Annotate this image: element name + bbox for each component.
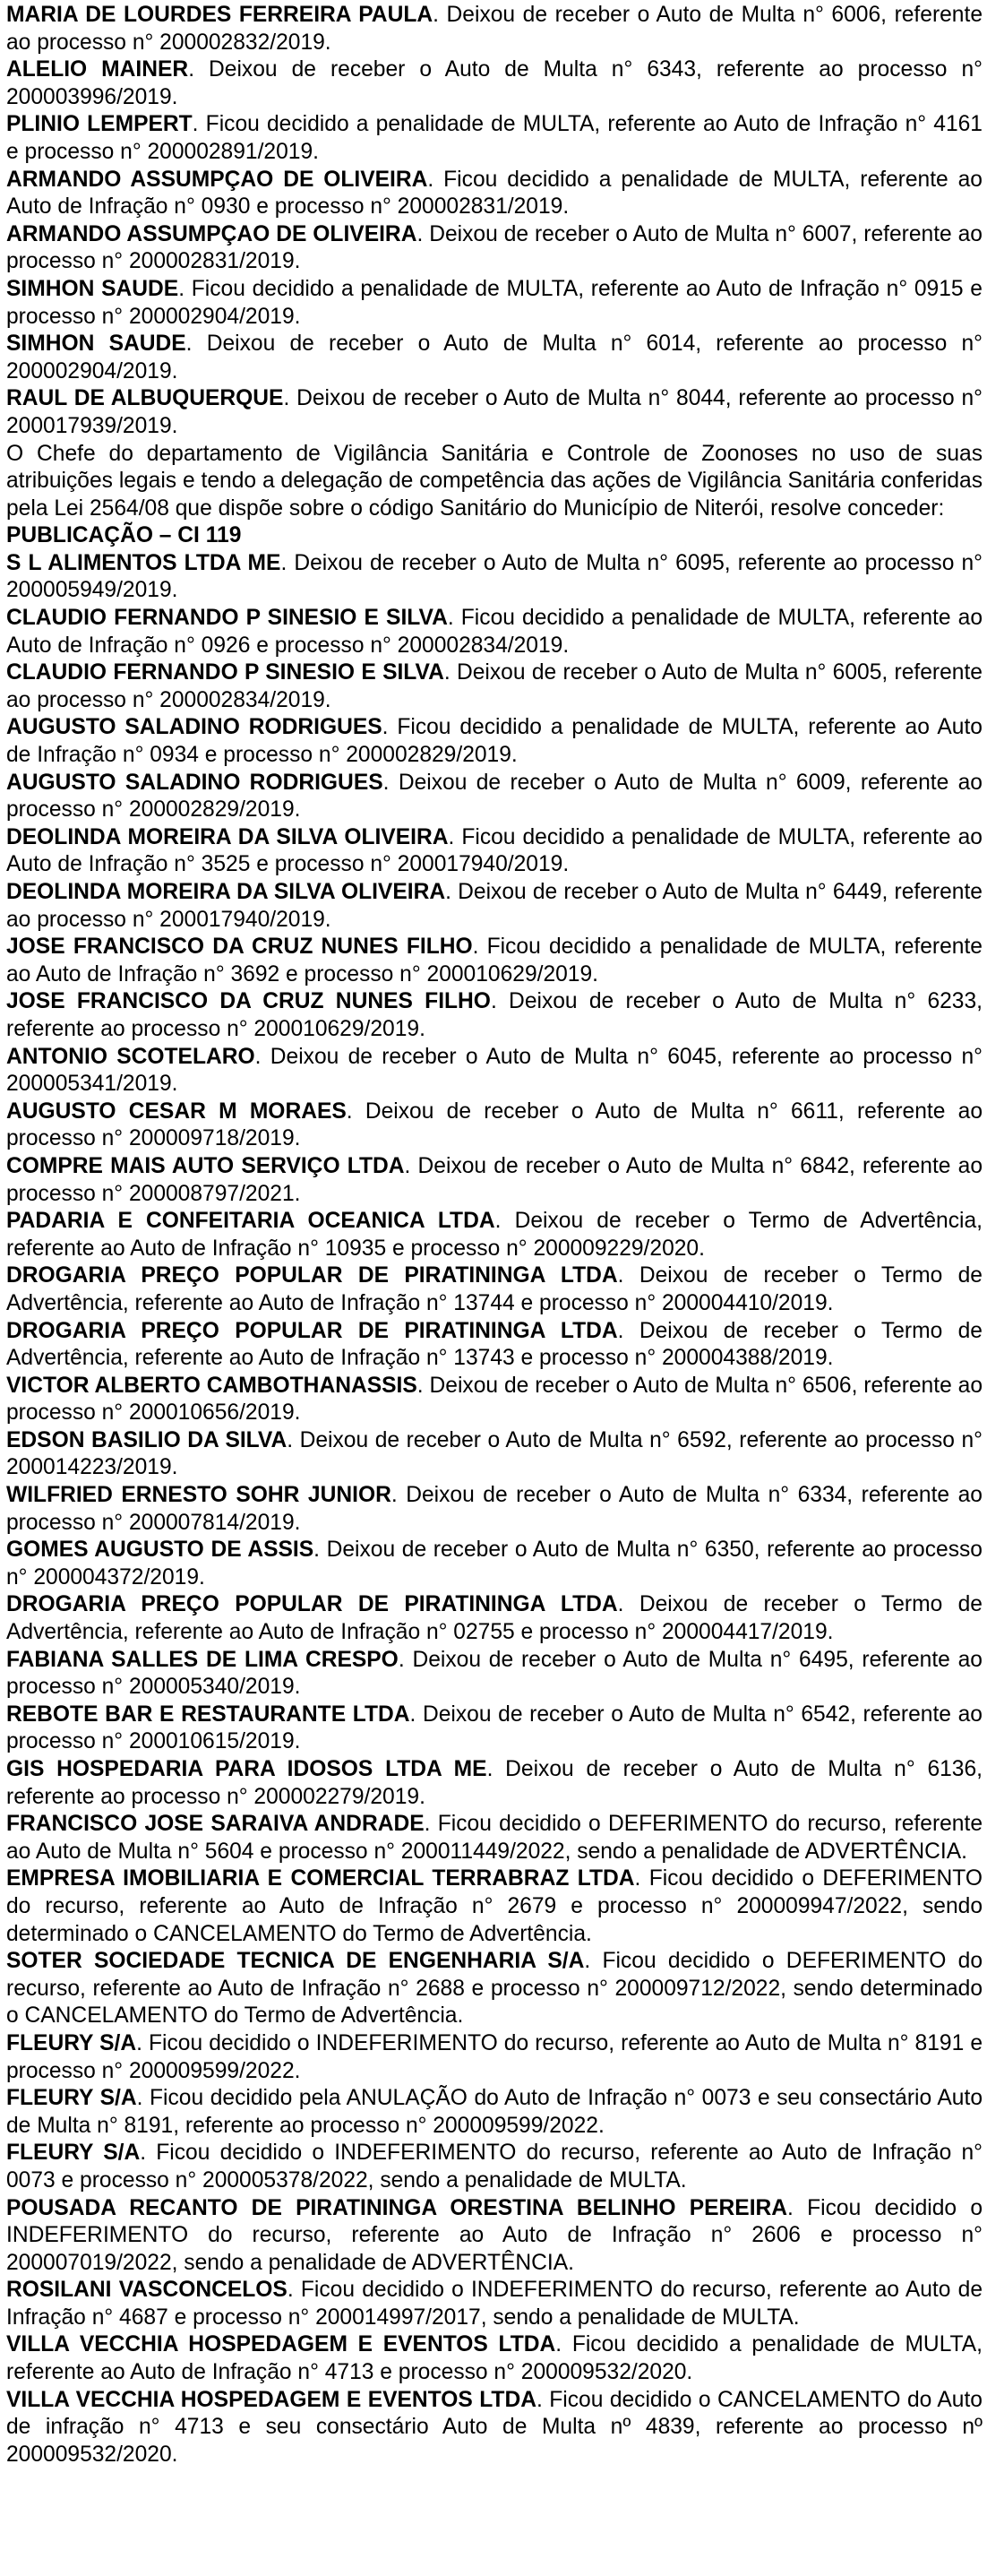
entry-text: . Deixou de receber o Auto de Multa n° 8044, referente ao processo n° 200017939/2019. bbox=[6, 386, 983, 438]
entry-text: . Deixou de receber o Auto de Multa n° 6009, referente ao processo n° 200002829/2019. bbox=[6, 770, 983, 823]
list-item bbox=[6, 1427, 983, 1482]
entry-text: . Deixou de receber o Auto de Multa n° 6007, referente ao processo n° 200002831/2019. bbox=[6, 221, 983, 274]
list-item bbox=[6, 1948, 983, 2030]
entry-name: DEOLINDA MOREIRA DA SILVA OLIVEIRA bbox=[6, 880, 446, 904]
entry-name: CLAUDIO FERNANDO P SINESIO E SILVA bbox=[6, 660, 444, 685]
entry-text: . Deixou de receber o Auto de Multa n° 6542, referente ao processo n° 200010615/2019. bbox=[6, 1702, 983, 1754]
entry-text: . Deixou de receber o Auto de Multa n° 6842, referente ao processo n° 200008797/2021. bbox=[6, 1153, 983, 1206]
list-item bbox=[6, 934, 983, 988]
entry-text: . Ficou decidido pela ANULAÇÃO do Auto de Infração n° 0073 e seu consectário Auto de Multa n° 8191, referente ao processo n° 200009599/2022. bbox=[6, 2086, 983, 2138]
entry-name: REBOTE BAR E RESTAURANTE LTDA bbox=[6, 1702, 410, 1727]
list-item bbox=[6, 2140, 983, 2194]
entry-text: . Deixou de receber o Auto de Multa n° 6343, referente ao processo n° 200003996/2019. bbox=[6, 57, 983, 109]
entry-text: . Ficou decidido o CANCELAMENTO do Auto de infração n° 4713 e seu consectário Auto de Multa nº 4839, referente ao processo nº 200009532/2020. bbox=[6, 2387, 983, 2467]
entry-name: FABIANA SALLES DE LIMA CRESPO bbox=[6, 1647, 399, 1672]
entry-name: FLEURY S/A bbox=[6, 2030, 137, 2055]
list-item bbox=[6, 2387, 983, 2469]
entry-text: . Deixou de receber o Auto de Multa n° 6611, referente ao processo n° 200009718/2019. bbox=[6, 1098, 983, 1151]
entry-name: AUGUSTO SALADINO RODRIGUES bbox=[6, 770, 383, 795]
entry-name: VICTOR ALBERTO CAMBOTHANASSIS bbox=[6, 1373, 417, 1398]
list-item bbox=[6, 988, 983, 1043]
entry-name: PADARIA E CONFEITARIA OCEANICA LTDA bbox=[6, 1209, 495, 1234]
entry-name: JOSE FRANCISCO DA CRUZ NUNES FILHO bbox=[6, 935, 473, 960]
list-item bbox=[6, 550, 983, 605]
list-item bbox=[6, 714, 983, 769]
list-item bbox=[6, 1262, 983, 1317]
entry-text: . Ficou decidido o DEFERIMENTO do recurso, referente ao Auto de Infração n° 2688 e processo n° 200009712/2022, sendo determinado o CANCELAMENTO do Termo de Advertência. bbox=[6, 1949, 983, 2029]
entry-name: GOMES AUGUSTO DE ASSIS bbox=[6, 1538, 314, 1563]
list-item bbox=[6, 2277, 983, 2331]
entry-text: . Ficou decidido a penalidade de MULTA, referente ao Auto de Infração n° 0934 e processo n° 200002829/2019. bbox=[6, 715, 983, 768]
list-item bbox=[6, 1756, 983, 1811]
entry-name: FLEURY S/A bbox=[6, 2141, 141, 2166]
list-item bbox=[6, 1208, 983, 1262]
entry-name: AUGUSTO SALADINO RODRIGUES bbox=[6, 715, 382, 740]
entry-text: . Deixou de receber o Auto de Multa n° 6592, referente ao processo n° 200014223/2019. bbox=[6, 1427, 983, 1480]
entry-text: . Deixou de receber o Auto de Multa n° 6006, referente ao processo n° 200002832/2019. bbox=[6, 3, 983, 55]
list-item bbox=[6, 1153, 983, 1208]
entry-name: COMPRE MAIS AUTO SERVIÇO LTDA bbox=[6, 1153, 405, 1178]
entry-name: SOTER SOCIEDADE TECNICA DE ENGENHARIA S/A bbox=[6, 1949, 585, 1974]
entry-text: . Ficou decidido a penalidade de MULTA, referente ao Auto de Infração n° 4161 e processo n° 200002891/2019. bbox=[6, 112, 983, 164]
entry-text: . Deixou de receber o Auto de Multa n° 6136, referente ao processo n° 200002279/2019. bbox=[6, 1757, 983, 1809]
entry-name: VILLA VECCHIA HOSPEDAGEM E EVENTOS LTDA bbox=[6, 2387, 536, 2412]
list-item bbox=[6, 2195, 983, 2278]
entry-text: . Ficou decidido a penalidade de MULTA, referente ao Auto de Infração n° 0930 e processo n° 200002831/2019. bbox=[6, 167, 983, 220]
list-item bbox=[6, 276, 983, 331]
entry-text: . Deixou de receber o Termo de Advertência, referente ao Auto de Infração n° 13744 e processo n° 200004410/2019. bbox=[6, 1263, 983, 1315]
entry-name: POUSADA RECANTO DE PIRATININGA ORESTINA BELINHO PEREIRA bbox=[6, 2195, 788, 2220]
list-item bbox=[6, 605, 983, 659]
entry-name: ARMANDO ASSUMPÇAO DE OLIVEIRA bbox=[6, 221, 417, 246]
list-item bbox=[6, 385, 983, 440]
entry-name: WILFRIED ERNESTO SOHR JUNIOR bbox=[6, 1483, 391, 1508]
entry-text: . Deixou de receber o Auto de Multa n° 6014, referente ao processo n° 200002904/2019. bbox=[6, 332, 983, 383]
entry-text: . Deixou de receber o Auto de Multa n° 6350, referente ao processo n° 200004372/2019. bbox=[6, 1538, 983, 1590]
entry-name: ANTONIO SCOTELARO bbox=[6, 1044, 255, 1069]
entry-text: . Deixou de receber o Auto de Multa n° 6506, referente ao processo n° 200010656/2019. bbox=[6, 1373, 983, 1426]
entry-name: DROGARIA PREÇO POPULAR DE PIRATININGA LTDA bbox=[6, 1263, 618, 1288]
list-item bbox=[6, 659, 983, 714]
list-item bbox=[6, 1318, 983, 1373]
list-item bbox=[6, 167, 983, 221]
list-item bbox=[6, 2331, 983, 2386]
entry-name: RAUL DE ALBUQUERQUE bbox=[6, 386, 284, 411]
entry-text: . Ficou decidido o INDEFERIMENTO do recurso, referente ao Auto de Infração n° 4687 e processo n° 200014997/2017, sendo a penalidade de MULTA. bbox=[6, 2278, 983, 2330]
entry-text: . Ficou decidido o DEFERIMENTO do recurso, referente ao Auto de Multa n° 5604 e processo n° 200011449/2022, sendo a penalidade de ADVERTÊNCIA. bbox=[6, 1812, 983, 1864]
entry-name: CLAUDIO FERNANDO P SINESIO E SILVA bbox=[6, 606, 448, 631]
entry-name: EDSON BASILIO DA SILVA bbox=[6, 1427, 288, 1452]
list-item bbox=[6, 2, 983, 56]
list-item bbox=[6, 1865, 983, 1948]
publication-heading: PUBLICAÇÃO – CI 119 bbox=[6, 523, 242, 548]
entry-text: . Ficou decidido a penalidade de MULTA, referente ao Auto de Infração n° 0926 e processo n° 200002834/2019. bbox=[6, 606, 983, 658]
entry-text: . Deixou de receber o Auto de Multa n° 6233, referente ao processo n° 200010629/2019. bbox=[6, 989, 983, 1041]
entry-name: SIMHON SAUDE bbox=[6, 276, 179, 301]
list-item bbox=[6, 824, 983, 879]
entry-name: JOSE FRANCISCO DA CRUZ NUNES FILHO bbox=[6, 989, 491, 1014]
entry-text: . Deixou de receber o Auto de Multa n° 6449, referente ao processo n° 200017940/2019. bbox=[6, 880, 983, 932]
entry-name: SIMHON SAUDE bbox=[6, 332, 186, 357]
entry-name: PLINIO LEMPERT bbox=[6, 112, 193, 137]
list-item bbox=[6, 1098, 983, 1153]
entries-list bbox=[6, 550, 983, 2469]
list-item bbox=[6, 1537, 983, 1591]
intro-paragraph: O Chefe do departamento de Vigilância Sanitária e Controle de Zoonoses no uso de suas atribuições legais e tendo a delegação de competência das ações de Vigilância Sanitária conferidas pela Lei 2564/08 que dispõe sobre o código Sanitário do Município de Niterói, resolve conceder: bbox=[6, 441, 983, 521]
list-item bbox=[6, 1373, 983, 1427]
entry-text: . Deixou de receber o Auto de Multa n° 6095, referente ao processo n° 200005949/2019. bbox=[6, 550, 983, 603]
entry-name: DROGARIA PREÇO POPULAR DE PIRATININGA LTDA bbox=[6, 1592, 618, 1617]
entry-name: ROSILANI VASCONCELOS bbox=[6, 2278, 288, 2303]
entry-text: . Deixou de receber o Auto de Multa n° 6005, referente ao processo n° 200002834/2019. bbox=[6, 660, 983, 712]
entry-text: . Deixou de receber o Auto de Multa n° 6334, referente ao processo n° 200007814/2019. bbox=[6, 1483, 983, 1535]
entry-text: . Ficou decidido a penalidade de MULTA, referente ao Auto de Infração n° 3525 e processo n° 200017940/2019. bbox=[6, 824, 983, 877]
entry-text: . Ficou decidido o INDEFERIMENTO do recurso, referente ao Auto de Infração n° 2606 e processo n° 200007019/2022, sendo a penalidade de ADVERTÊNCIA. bbox=[6, 2195, 983, 2275]
entry-text: . Ficou decidido a penalidade de MULTA, referente ao Auto de Infração n° 3692 e processo n° 200010629/2019. bbox=[6, 935, 983, 986]
entry-name: DEOLINDA MOREIRA DA SILVA OLIVEIRA bbox=[6, 824, 449, 849]
entries-top-list bbox=[6, 2, 983, 441]
entry-name: MARIA DE LOURDES FERREIRA PAULA bbox=[6, 3, 433, 27]
entry-text: . Deixou de receber o Termo de Advertência, referente ao Auto de Infração n° 10935 e processo n° 200009229/2020. bbox=[6, 1209, 983, 1261]
list-item bbox=[6, 1044, 983, 1098]
entry-name: S L ALIMENTOS LTDA ME bbox=[6, 550, 281, 575]
entry-text: . Deixou de receber o Auto de Multa n° 6045, referente ao processo n° 200005341/2019. bbox=[6, 1044, 983, 1097]
entry-text: . Deixou de receber o Termo de Advertência, referente ao Auto de Infração n° 13743 e processo n° 200004388/2019. bbox=[6, 1318, 983, 1371]
entry-text: . Deixou de receber o Auto de Multa n° 6495, referente ao processo n° 200005340/2019. bbox=[6, 1647, 983, 1700]
entry-text: . Ficou decidido o INDEFERIMENTO do recurso, referente ao Auto de Multa n° 8191 e processo n° 200009599/2022. bbox=[6, 2030, 983, 2083]
list-item bbox=[6, 1591, 983, 1646]
list-item bbox=[6, 2030, 983, 2085]
list-item bbox=[6, 2085, 983, 2140]
entry-name: VILLA VECCHIA HOSPEDAGEM E EVENTOS LTDA bbox=[6, 2332, 556, 2357]
list-item bbox=[6, 56, 983, 111]
entry-name: GIS HOSPEDARIA PARA IDOSOS LTDA ME bbox=[6, 1757, 487, 1781]
list-item bbox=[6, 1811, 983, 1865]
entry-name: ARMANDO ASSUMPÇAO DE OLIVEIRA bbox=[6, 167, 428, 192]
entry-name: ALELIO MAINER bbox=[6, 57, 189, 82]
list-item bbox=[6, 770, 983, 824]
entry-text: . Ficou decidido o DEFERIMENTO do recurso, referente ao Auto de Infração n° 2679 e processo n° 200009947/2022, sendo determinado o CANCELAMENTO do Termo de Advertência. bbox=[6, 1866, 983, 1946]
list-item bbox=[6, 221, 983, 276]
list-item bbox=[6, 1647, 983, 1702]
entry-name: FLEURY S/A bbox=[6, 2086, 137, 2111]
list-item bbox=[6, 111, 983, 166]
list-item bbox=[6, 331, 983, 385]
entry-name: AUGUSTO CESAR M MORAES bbox=[6, 1098, 347, 1124]
entry-text: . Ficou decidido a penalidade de MULTA, referente ao Auto de Infração n° 4713 e processo n° 200009532/2020. bbox=[6, 2332, 983, 2385]
entry-text: . Ficou decidido o INDEFERIMENTO do recurso, referente ao Auto de Infração n° 0073 e processo n° 200005378/2022, sendo a penalidade de MULTA. bbox=[6, 2141, 983, 2193]
entry-text: . Deixou de receber o Termo de Advertência, referente ao Auto de Infração n° 02755 e processo n° 200004417/2019. bbox=[6, 1592, 983, 1645]
entry-text: . Ficou decidido a penalidade de MULTA, referente ao Auto de Infração n° 0915 e processo n° 200002904/2019. bbox=[6, 276, 983, 329]
document-page bbox=[6, 2, 983, 2468]
entry-name: FRANCISCO JOSE SARAIVA ANDRADE bbox=[6, 1812, 425, 1837]
list-item bbox=[6, 1702, 983, 1756]
entry-name: DROGARIA PREÇO POPULAR DE PIRATININGA LTDA bbox=[6, 1318, 618, 1343]
list-item bbox=[6, 879, 983, 934]
entry-name: EMPRESA IMOBILIARIA E COMERCIAL TERRABRAZ LTDA bbox=[6, 1866, 635, 1891]
list-item bbox=[6, 1482, 983, 1537]
